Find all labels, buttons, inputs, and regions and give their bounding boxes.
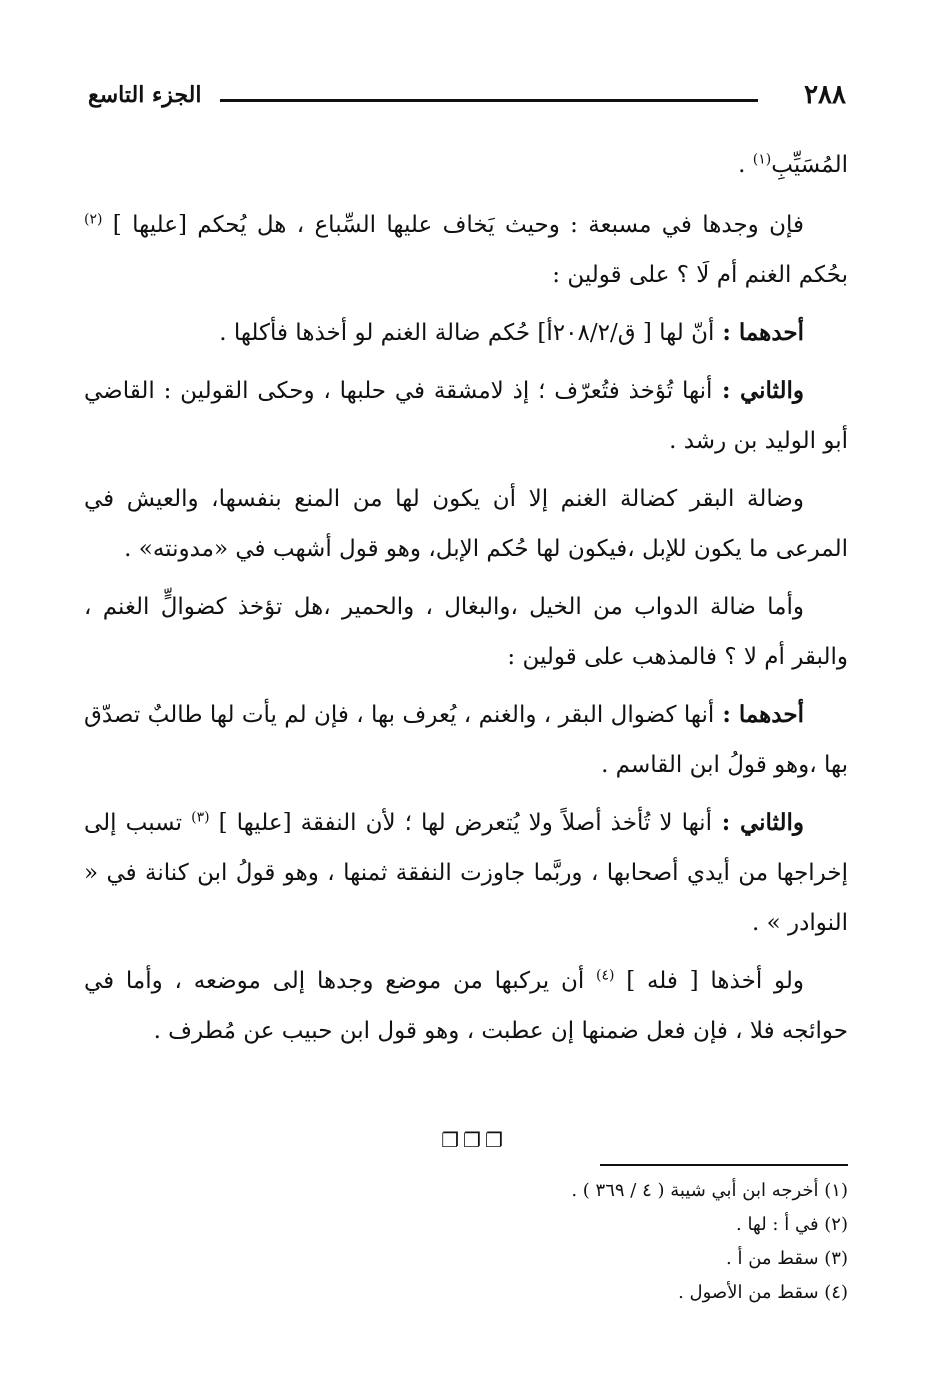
page-number: ٢٨٨ — [804, 80, 846, 110]
text-span: أنها كضوال البقر ، والغنم ، يُعرف بها ، فإن لم يأت لها طالبٌ تصدّق بها ،وهو قولُ ابن القاسم . — [84, 702, 848, 778]
paragraph — [84, 798, 848, 948]
footnote: (٣) سقط من أ . — [726, 1248, 848, 1269]
running-title: الجزء التاسع — [88, 82, 202, 108]
text-span: . — [738, 152, 753, 178]
text-span: أنّ لها [ ق/٢٠٨/٢أ] حُكم ضالة الغنم لو أخذها فأكلها . — [219, 320, 715, 346]
footnote: (٢) في أ : لها . — [736, 1214, 848, 1235]
section-divider-ornament: ❐❐❐ — [441, 1128, 507, 1152]
text-span: تسبب إلى إخراجها من أيدي أصحابها ، وربَّما جاوزت النفقة ثمنها ، وهو قولُ ابن كنانة في « النوادر » . — [84, 810, 848, 936]
text-span: أنها لا تُأخذ أصلاً ولا يُتعرض لها ؛ لأن النفقة [عليها ] — [209, 810, 712, 836]
footnote-rule — [600, 1164, 848, 1166]
footnote-marker: (٣) — [191, 809, 210, 826]
paragraph-lead: أحدهما : — [714, 319, 804, 346]
text-span: ولو أخذها [ فله ] — [614, 968, 804, 994]
text-span: فإن وجدها في مسبعة : وحيث يَخاف عليها السِّباع ، هل يُحكم [عليها ] — [102, 212, 804, 238]
footnotes — [248, 1174, 848, 1310]
footnote: (٤) سقط من الأصول . — [678, 1282, 848, 1303]
text-span: أن يركبها من موضع وجدها إلى موضعه ، وأما في حوائجه فلا ، فإن فعل ضمنها إن عطبت ، وهو قول ابن حبيب عن مُطرف . — [84, 968, 848, 1044]
paragraph — [84, 956, 848, 1056]
header-rule — [220, 99, 758, 102]
paragraph: وأما ضالة الدواب من الخيل ،والبغال ، والحمير ،هل تؤخذ كضوالٍّ الغنم ، والبقر أم لا ؟ فالمذهب على قولين : — [84, 594, 848, 670]
page-header — [88, 80, 846, 120]
paragraph-lead: والثاني : — [712, 377, 804, 404]
paragraph-lead: والثاني : — [711, 809, 805, 836]
footnote-marker: (٢) — [84, 211, 103, 228]
paragraph — [84, 308, 848, 358]
paragraph: وضالة البقر كضالة الغنم إلا أن يكون لها من المنع بنفسها، والعيش في المرعى ما يكون للإبل ،فيكون لها حُكم الإبل، وهو قول أشهب في «مدونته» . — [84, 486, 848, 562]
text-span: بحُكم الغنم أم لَا ؟ على قولين : — [552, 262, 848, 288]
paragraph-continuation — [84, 140, 848, 190]
paragraph — [84, 200, 848, 300]
footnote-marker: (٤) — [596, 967, 615, 984]
text-span: أنها تُؤخذ فتُعرّف ؛ إذ لامشقة في حلبها ، وحكى القولين : القاضي أبو الوليد بن رشد . — [84, 378, 848, 454]
footnote: (١) أخرجه ابن أبي شيبة ( ٤ / ٣٦٩ ) . — [571, 1180, 848, 1201]
paragraph-lead: أحدهما : — [714, 701, 804, 728]
text-span: المُسَيِّبِ — [771, 152, 848, 178]
footnote-marker: (١) — [752, 151, 772, 168]
main-text — [84, 140, 848, 1064]
paragraph — [84, 366, 848, 466]
paragraph — [84, 690, 848, 790]
